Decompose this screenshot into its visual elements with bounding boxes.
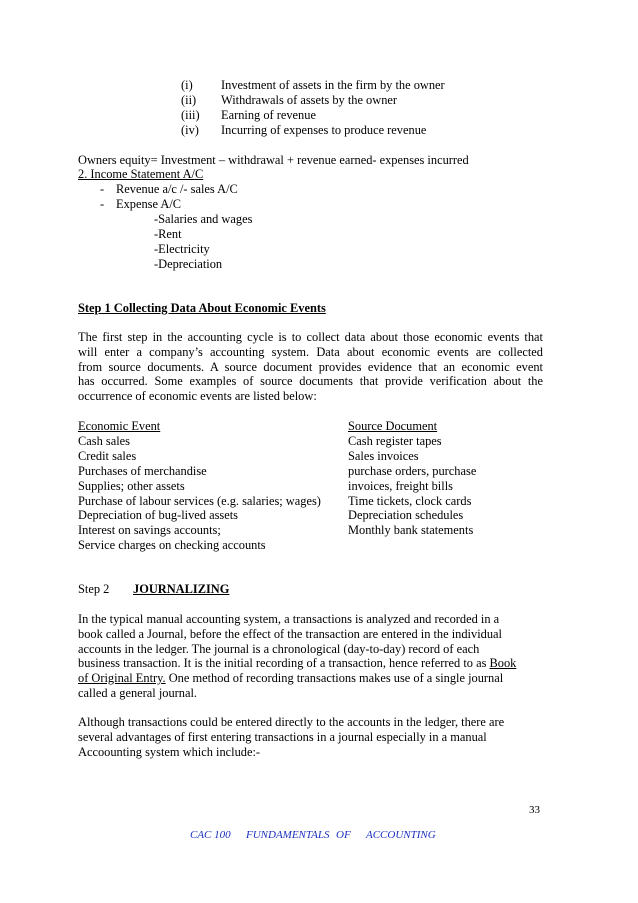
income-statement-heading: 2. Income Statement A/C [78,167,204,181]
table-cell-document: Time tickets, clock cards [348,494,472,508]
expense-subitem: -Depreciation [154,257,223,271]
table-cell-document: Monthly bank statements [348,523,474,537]
list-item: Incurring of expenses to produce revenue [221,123,427,137]
paragraph-line: Accoounting system which include:- [78,744,261,759]
step2-prefix: Step 2 [78,582,110,596]
expense-subitem: -Rent [154,227,182,241]
expense-subitem: -Electricity [154,242,210,256]
paragraph-line: In the typical manual accounting system, a transactions is analyzed and recorded in a [78,612,500,626]
table-cell-document: Cash register tapes [348,434,442,448]
footer-title-word: ACCOUNTING [366,829,436,841]
line-text: One method of recording transactions makes use of a single journal [165,671,504,685]
table-header-document: Source Document [348,419,438,433]
step2-title: JOURNALIZING [133,582,230,596]
income-item-expense: Expense A/C [116,197,182,211]
paragraph-line: will enter a company’s accounting system. Data about economic events are collected [78,344,543,359]
list-number: (iv) [181,123,199,137]
list-item: Withdrawals of assets by the owner [221,93,398,107]
table-cell-event: Interest on savings accounts; [78,523,221,537]
paragraph-line: The first step in the accounting cycle is to collect data about those economic events that [78,330,543,344]
paragraph-line: called a general journal. [78,685,198,700]
list-number: (i) [181,78,193,92]
book-of-original-entry-term: of Original Entry. [78,671,166,685]
table-cell-document: Depreciation schedules [348,508,464,522]
line-text: business transaction. It is the initial recording of a transaction, hence referred to as [78,656,490,671]
footer-course-code: CAC 100 [190,829,231,841]
page-number: 33 [529,804,540,816]
equity-formula: Owners equity= Investment – withdrawal + revenue earned- expenses incurred [78,153,469,167]
paragraph-line [78,656,543,671]
step1-paragraph [78,330,543,404]
footer-title-word: FUNDAMENTALS [246,829,330,841]
table-cell-event: Purchases of merchandise [78,464,207,478]
list-item: Earning of revenue [221,108,316,122]
list-number: (iii) [181,108,200,122]
table-cell-event: Service charges on checking accounts [78,538,266,552]
table-cell-event: Purchase of labour services (e.g. salaries; wages) [78,494,321,508]
footer-title-word: OF [336,829,351,841]
book-of-original-entry-term: Book [489,656,517,671]
paragraph-line: has occurred. Some examples of source documents that provide verification about the [78,374,543,389]
table-header-event: Economic Event [78,419,161,433]
list-item: Investment of assets in the firm by the owner [221,78,445,92]
journalizing-paragraph [78,612,543,701]
bullet-dash: - [100,182,105,196]
table-cell-event: Cash sales [78,434,130,448]
paragraph-line: occurrence of economic events are listed below: [78,389,317,403]
expense-subitem: -Salaries and wages [154,212,253,226]
paragraph-line: Although transactions could be entered directly to the accounts in the ledger, there are [78,715,505,729]
table-cell-document: purchase orders, purchase [348,464,477,478]
paragraph-line: book called a Journal, before the effect of the transaction are entered in the individual [78,626,502,641]
paragraph-line [78,671,543,686]
list-number: (ii) [181,93,197,107]
advantages-paragraph [78,715,543,759]
bullet-dash: - [100,197,105,211]
step1-heading: Step 1 Collecting Data About Economic Events [78,301,326,315]
paragraph-line: several advantages of first entering transactions in a journal especially in a manual [78,729,487,744]
table-cell-event: Depreciation of bug-lived assets [78,508,238,522]
table-cell-document: Sales invoices [348,449,419,463]
table-cell-event: Supplies; other assets [78,479,185,493]
paragraph-line: accounts in the ledger. The journal is a chronological (day-to-day) record of each [78,641,480,656]
paragraph-line: from source documents. A source document provides evidence that an economic event [78,359,543,374]
table-cell-document: invoices, freight bills [348,479,453,493]
table-cell-event: Credit sales [78,449,137,463]
income-item-revenue: Revenue a/c /- sales A/C [116,182,238,196]
